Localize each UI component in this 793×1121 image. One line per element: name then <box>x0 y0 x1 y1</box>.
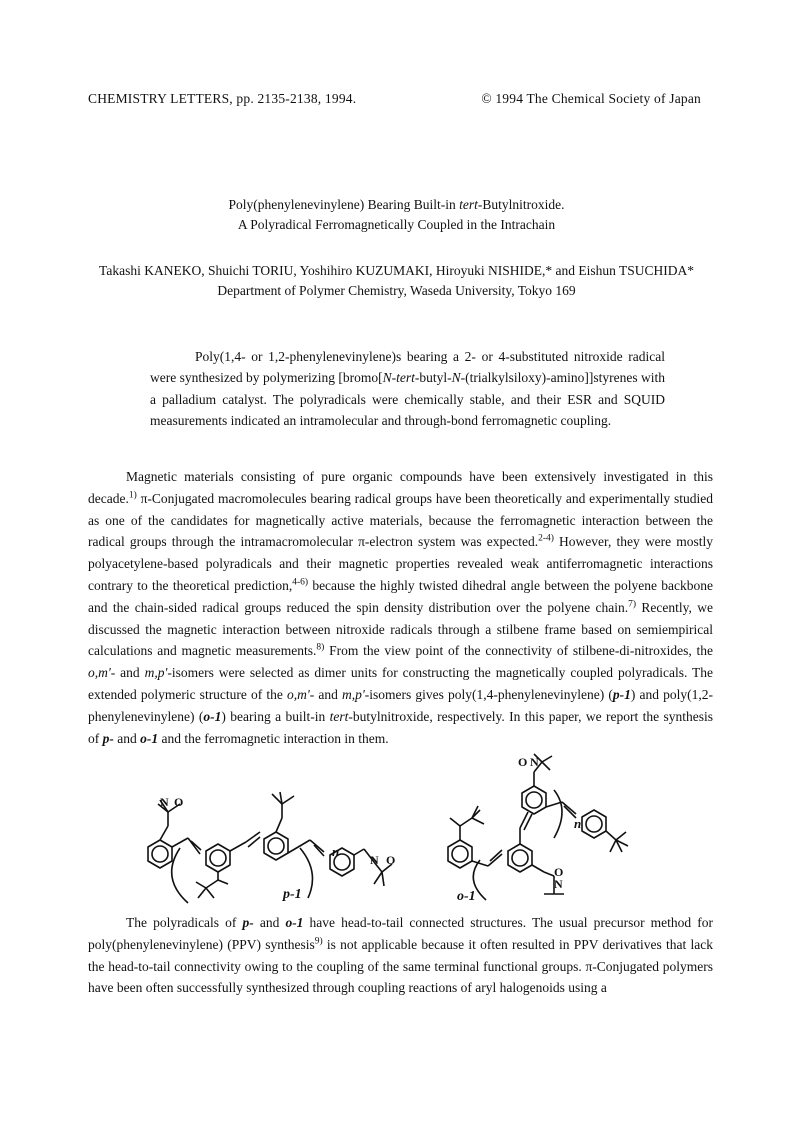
journal-citation: CHEMISTRY LETTERS, pp. 2135-2138, 1994. <box>88 91 357 106</box>
title-line-1: Poly(phenylenevinylene) Bearing Built-in tert-Butylnitroxide. <box>228 197 565 212</box>
copyright-notice: © 1994 The Chemical Society of Japan <box>481 91 701 106</box>
nitroxide-label: N <box>530 755 539 769</box>
author-block <box>0 261 793 301</box>
reference-marker: 4-6) <box>292 577 309 588</box>
structure-label-o1: o-1 <box>457 889 476 904</box>
abstract: Poly(1,4- or 1,2-phenylenevinylene)s bearing a 2- or 4-substituted nitroxide radical were synthesized by polymerizing [bromo[N-tert-butyl-N-(trialkylsiloxy)-amino]]styrenes with a palladium catalyst. The polyradicals were chemically stable, and their ESR and SQUID measurements indicated an intramolecular and through-bond ferromagnetic coupling. <box>150 349 665 428</box>
bracket <box>172 848 188 903</box>
structure-label-p1: p-1 <box>283 887 302 902</box>
reference-marker: 8) <box>316 642 325 653</box>
title-line-2: A Polyradical Ferromagnetically Coupled in the Intrachain <box>237 217 556 232</box>
body-paragraph-1: Magnetic materials consisting of pure organic compounds have been extensively investigated in this decade.$^{1)}$ π-Conjugated macromolecules bearing radical groups have been theoretically and experimentally studied as one of the candidates for magnetically active materials, because the ferromagnetic interaction between the radical groups through the intramacromolecular π-electron system was expected.$^{2-4)}$ However, they were mostly polyacetylene-based polyradicals and their magnetic properties revealed weak antiferromagnetic interactions contrary to the theoretical prediction,$^{4-6)}$ because the highly twisted dihedral angle between the polyene backbone and the chain-sided radical groups reduced the spin density distribution over the polyene chain.$^{7)}$ Recently, we discussed the magnetic interaction between nitroxide radicals through a stilbene frame based on semiempirical calculations and magnetic measurements.$^{8)}$ From the view point of the connectivity of stilbene-di-nitroxides, the o,m'- and m,p'-isomers were selected as dimer units for constructing the magnetically coupled polyradicals. The extended polymeric structure of the o,m'- and m,p'-isomers gives poly(1,4-phenylenevinylene) (p-1) and poly(1,2-phenylenevinylene) (o-1) bearing a built-in tert-butylnitroxide, respectively. In this paper, we report the synthesis of p- and o-1 and the ferromagnetic interaction in them. <box>88 469 714 746</box>
reference-marker: 9) <box>314 936 323 947</box>
repeat-subscript: n <box>574 816 582 831</box>
structure-drawing <box>88 748 713 910</box>
nitroxide-label: N <box>160 795 169 809</box>
chemical-structures-figure <box>88 748 713 910</box>
reference-marker: 7) <box>628 599 637 610</box>
nitroxide-label: O <box>518 755 528 769</box>
nitroxide-label: N <box>370 853 379 867</box>
nitroxide-label: N <box>554 877 563 891</box>
author-names: Takashi KANEKO, Shuichi TORIU, Yoshihiro KUZUMAKI, Hiroyuki NISHIDE,* and Eishun TSUCHIDA* <box>99 263 694 278</box>
repeat-subscript: n <box>332 844 340 859</box>
nitroxide-label: O <box>174 795 184 809</box>
author-affiliation: Department of Polymer Chemistry, Waseda University, Tokyo 169 <box>217 283 576 298</box>
nitroxide-label: O <box>554 865 564 879</box>
reference-marker: 1) <box>128 490 137 501</box>
nitroxide-label: O <box>386 853 396 867</box>
reference-marker: 2-4) <box>538 533 554 544</box>
body-paragraph-2: The polyradicals of p- and o-1 have head-to-tail connected structures. The usual precursor method for poly(phenylenevinylene) (PPV) synthesis$^{9)}$ is not applicable because it often resulted in PPV derivatives that lack the head-to-tail connectivity owing to the coupling of the same terminal functional groups. π-Conjugated polymers have been often successfully synthesized through coupling reactions of aryl halogenoids using a <box>88 915 714 996</box>
paper-title <box>0 195 793 235</box>
bracket <box>554 790 562 838</box>
